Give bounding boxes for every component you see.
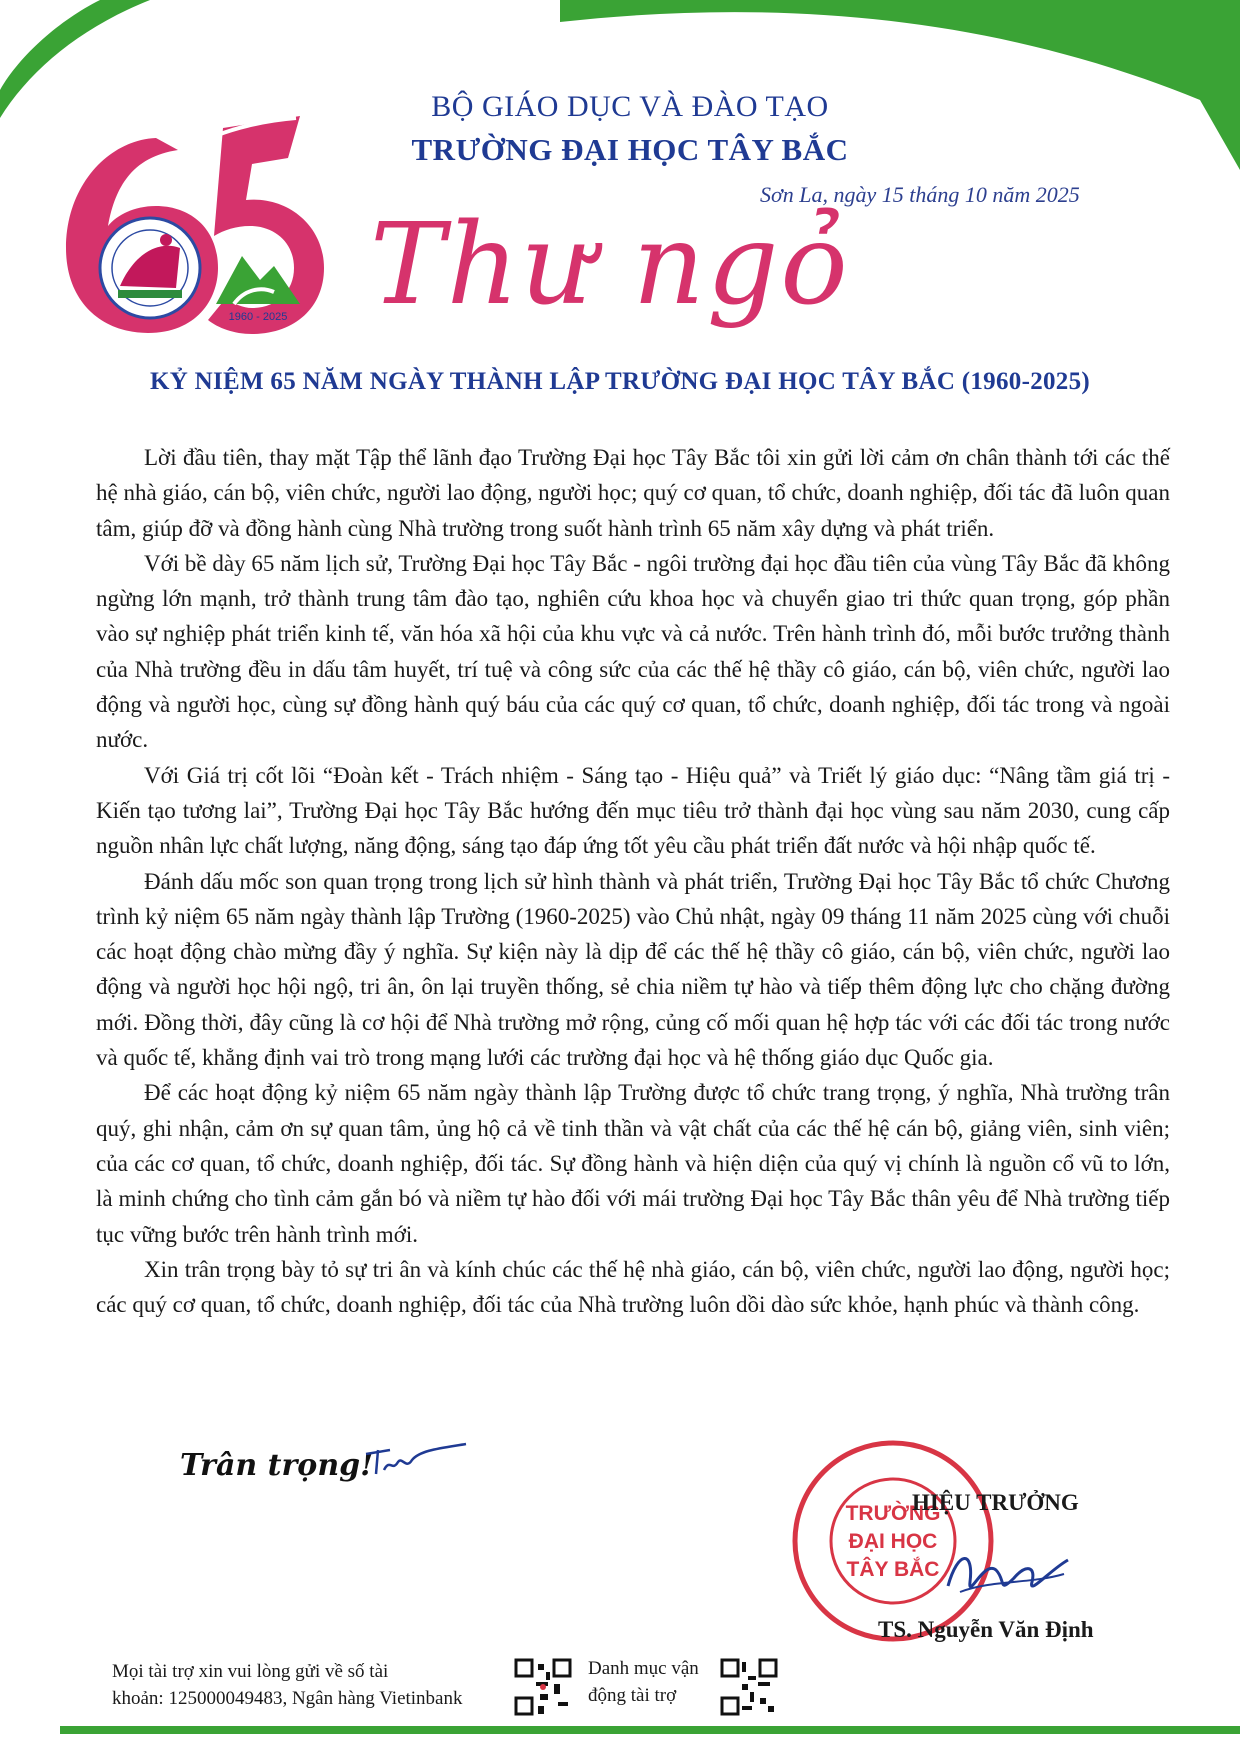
top-left-swoosh [0, 0, 160, 120]
bottom-rule [60, 1724, 1240, 1738]
paragraph-4: Đánh dấu mốc son quan trọng trong lịch sử hình thành và phát triển, Trường Đại học Tây Bắc tổ chức Chương trình kỷ niệm 65 năm ngày thành lập Trường (1960-2025) vào Chủ nhật, ngày 09 tháng 11 năm 2025 cùng với chuỗi các hoạt động chào mừng đầy ý nghĩa. Sự kiện này là dịp để các thế hệ thầy cô giáo, cán bộ, viên chức, người lao động và người học hội ngộ, tri ân, ôn lại truyền thống, sẻ chia niềm tự hào và tiếp thêm động lực cho chặng đường mới. Đồng thời, đây cũng là cơ hội để Nhà trường mở rộng, củng cố mối quan hệ hợp tác với các đối tác trong nước và quốc tế, khẳng định vai trò trong mạng lưới các trường đại học và hệ thống giáo dục Quốc gia. [96, 868, 1170, 1071]
stamp-line-2: ĐẠI HỌC [848, 1530, 938, 1553]
paragraph-3: Với Giá trị cốt lõi “Đoàn kết - Trách nhiệm - Sáng tạo - Hiệu quả” và Triết lý giáo dục: “Nâng tầm giá trị - Kiến tạo tương lai”, Trường Đại học Tây Bắc hướng đến mục tiêu trở thành đại học vùng sau năm 2030, cung cấp nguồn nhân lực chất lượng, năng động, sáng tạo đáp ứng tốt yêu cầu phát triển đất nước và hội nhập quốc tế. [96, 762, 1170, 859]
letter-title: Thư ngỏ [370, 200, 850, 330]
paragraph-1: Lời đầu tiên, thay mặt Tập thể lãnh đạo Trường Đại học Tây Bắc tôi xin gửi lời cảm ơn chân thành tới các thế hệ nhà giáo, cán bộ, viên chức, người lao động, người học; quý cơ quan, tổ chức, doanh nghiệp, đối tác đã luôn quan tâm, giúp đỡ và đồng hành cùng Nhà trường trong suốt hành trình 65 năm xây dựng và phát triển. [96, 445, 1170, 541]
bank-qr-code[interactable] [514, 1658, 572, 1716]
catalog-line-1: Danh mục vận [588, 1658, 699, 1679]
stamp-line-3: TÂY BẮC [846, 1558, 940, 1581]
anniversary-65-logo [38, 108, 338, 338]
bank-line-2: khoản: 125000049483, Ngân hàng Vietinbank [112, 1688, 463, 1709]
logo-years: 1960 - 2025 [228, 311, 288, 323]
mountain-emblem [216, 256, 300, 304]
date-line: Sơn La, ngày 15 tháng 10 năm 2025 [760, 182, 1080, 207]
ministry-name: BỘ GIÁO DỤC VÀ ĐÀO TẠO [431, 90, 829, 123]
stamp-line-1: TRƯỜNG [845, 1502, 941, 1525]
signature-scribble [940, 1530, 1080, 1610]
paragraph-5: Để các hoạt động kỷ niệm 65 năm ngày thành lập Trường được tổ chức trang trọng, ý nghĩa, Nhà trường trân quý, ghi nhận, cảm ơn sự quan tâm, ủng hộ cả về tinh thần và vật chất của các thế hệ cán bộ, giảng viên, sinh viên; của các cơ quan, tổ chức, doanh nghiệp, đối tác. Sự đồng hành và hiện diện của quý vị chính là nguồn cổ vũ to lớn, là minh chứng cho tình cảm gắn bó và niềm tự hào đối với mái trường Đại học Tây Bắc thân yêu để Nhà trường tiếp tục vững bước trên hành trình mới. [96, 1080, 1170, 1247]
catalog-qr-code[interactable] [720, 1658, 778, 1716]
letter-body [96, 440, 1170, 1322]
bank-account-note [112, 1658, 492, 1712]
school-name: TRƯỜNG ĐẠI HỌC TÂY BẮC [411, 132, 849, 167]
university-seal [100, 218, 200, 318]
anniversary-heading: KỶ NIỆM 65 NĂM NGÀY THÀNH LẬP TRƯỜNG ĐẠI HỌC TÂY BẮC (1960-2025) [149, 368, 1091, 395]
initials-scribble [362, 1440, 472, 1480]
paragraph-6: Xin trân trọng bày tỏ sự tri ân và kính chúc các thế hệ nhà giáo, cán bộ, viên chức, người lao động, người học; các quý cơ quan, tổ chức, doanh nghiệp, đối tác của Nhà trường luôn dồi dào sức khỏe, hạnh phúc và thành công. [96, 1256, 1170, 1318]
signatory-title: HIỆU TRƯỞNG [912, 1490, 1079, 1515]
closing-salutation: Trân trọng! [180, 1448, 374, 1483]
catalog-note [588, 1655, 718, 1709]
paragraph-2: Với bề dày 65 năm lịch sử, Trường Đại học Tây Bắc - ngôi trường đại học đầu tiên của vùng Tây Bắc đã không ngừng lớn mạnh, trở thành trung tâm đào tạo, nghiên cứu khoa học và chuyển giao tri thức quan trọng, góp phần vào sự nghiệp phát triển kinh tế, văn hóa xã hội của khu vực và cả nước. Trên hành trình đó, mỗi bước trưởng thành của Nhà trường đều in dấu tâm huyết, trí tuệ và công sức của các thế hệ thầy cô giáo, cán bộ, viên chức, người lao động và người học, cùng sự đồng hành quý báu của các quý cơ quan, tổ chức, doanh nghiệp, đối tác trong và ngoài nước. [96, 550, 1170, 753]
catalog-line-2: động tài trợ [588, 1685, 677, 1706]
bank-line-1: Mọi tài trợ xin vui lòng gửi về số tài [112, 1661, 389, 1682]
signatory-name: TS. Nguyễn Văn Định [878, 1617, 1094, 1642]
